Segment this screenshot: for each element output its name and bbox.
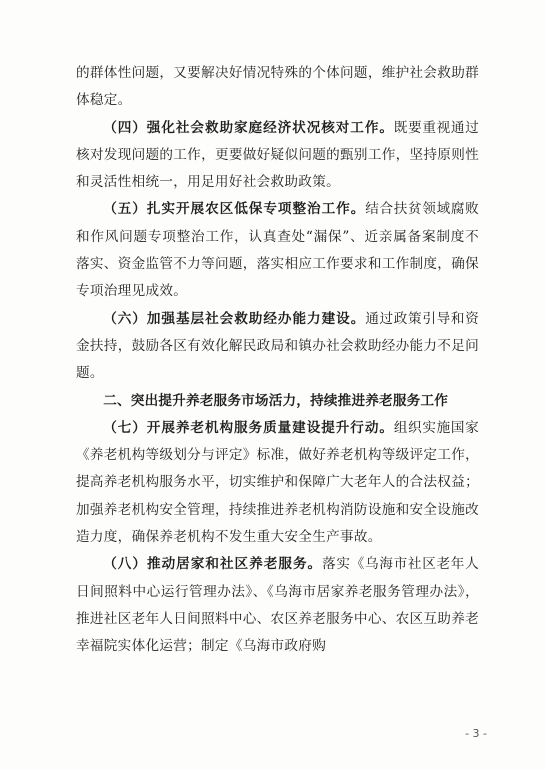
paragraph-lead: （五）扎实开展农区低保专项整治工作。: [103, 201, 366, 218]
paragraph-lead: （六）加强基层社会救助经办能力建设。: [103, 310, 366, 327]
paragraph-text: 组织实施国家《养老机构等级划分与评定》标准，做好养老机构等级评定工作，提高养老机构服务水平，切实维护和保障广大老年人的合法权益；加强养老机构安全管理，持续推进养老机构消防设施和安全设施改造力度，确保养老机构不发生重大安全生产事故。: [76, 419, 479, 546]
paragraph-item-6: [76, 306, 479, 388]
paragraph-lead: （七）开展养老机构服务质量建设提升行动。: [103, 419, 394, 436]
paragraph-lead: （八）推动居家和社区养老服务。: [103, 556, 323, 573]
page-number: - 3 -: [465, 727, 487, 740]
paragraph-text: 的群体性问题，又要解决好情况特殊的个体问题，维护社会救助群体稳定。: [76, 65, 479, 109]
paragraph-text: 通过政策引导和资金扶持，鼓励各区有效化解民政局和镇办社会救助经办能力不足问题。: [76, 310, 479, 382]
paragraph-text: 既要重视通过核对发现问题的工作，更要做好疑似问题的甄别工作，坚持原则性和灵活性相统一，用足用好社会救助政策。: [76, 119, 479, 191]
paragraph-item-4: [76, 115, 479, 197]
document-body: [76, 60, 479, 661]
section-heading: 二、突出提升养老服务市场活力，持续推进养老服务工作: [103, 392, 449, 409]
paragraph-item-7: [76, 415, 479, 551]
paragraph-text: 结合扶贫领域腐败和作风问题专项整治工作，认真查处“漏保”、近亲属备案制度不落实、资金监管不力等问题，落实相应工作要求和工作制度，确保专项治理见成效。: [76, 201, 479, 300]
paragraph-item-8: [76, 551, 479, 660]
paragraph-lead: （四）强化社会救助家庭经济状况核对工作。: [103, 119, 394, 136]
paragraph-item-5: [76, 196, 479, 305]
paragraph-continuation: [76, 60, 479, 115]
paragraph-text: 落实《乌海市社区老年人日间照料中心运行管理办法》、《乌海市居家养老服务管理办法》，推进社区老年人日间照料中心、农区养老服务中心、农区互助养老幸福院实体化运营；制定《乌海市政府购: [76, 556, 479, 655]
